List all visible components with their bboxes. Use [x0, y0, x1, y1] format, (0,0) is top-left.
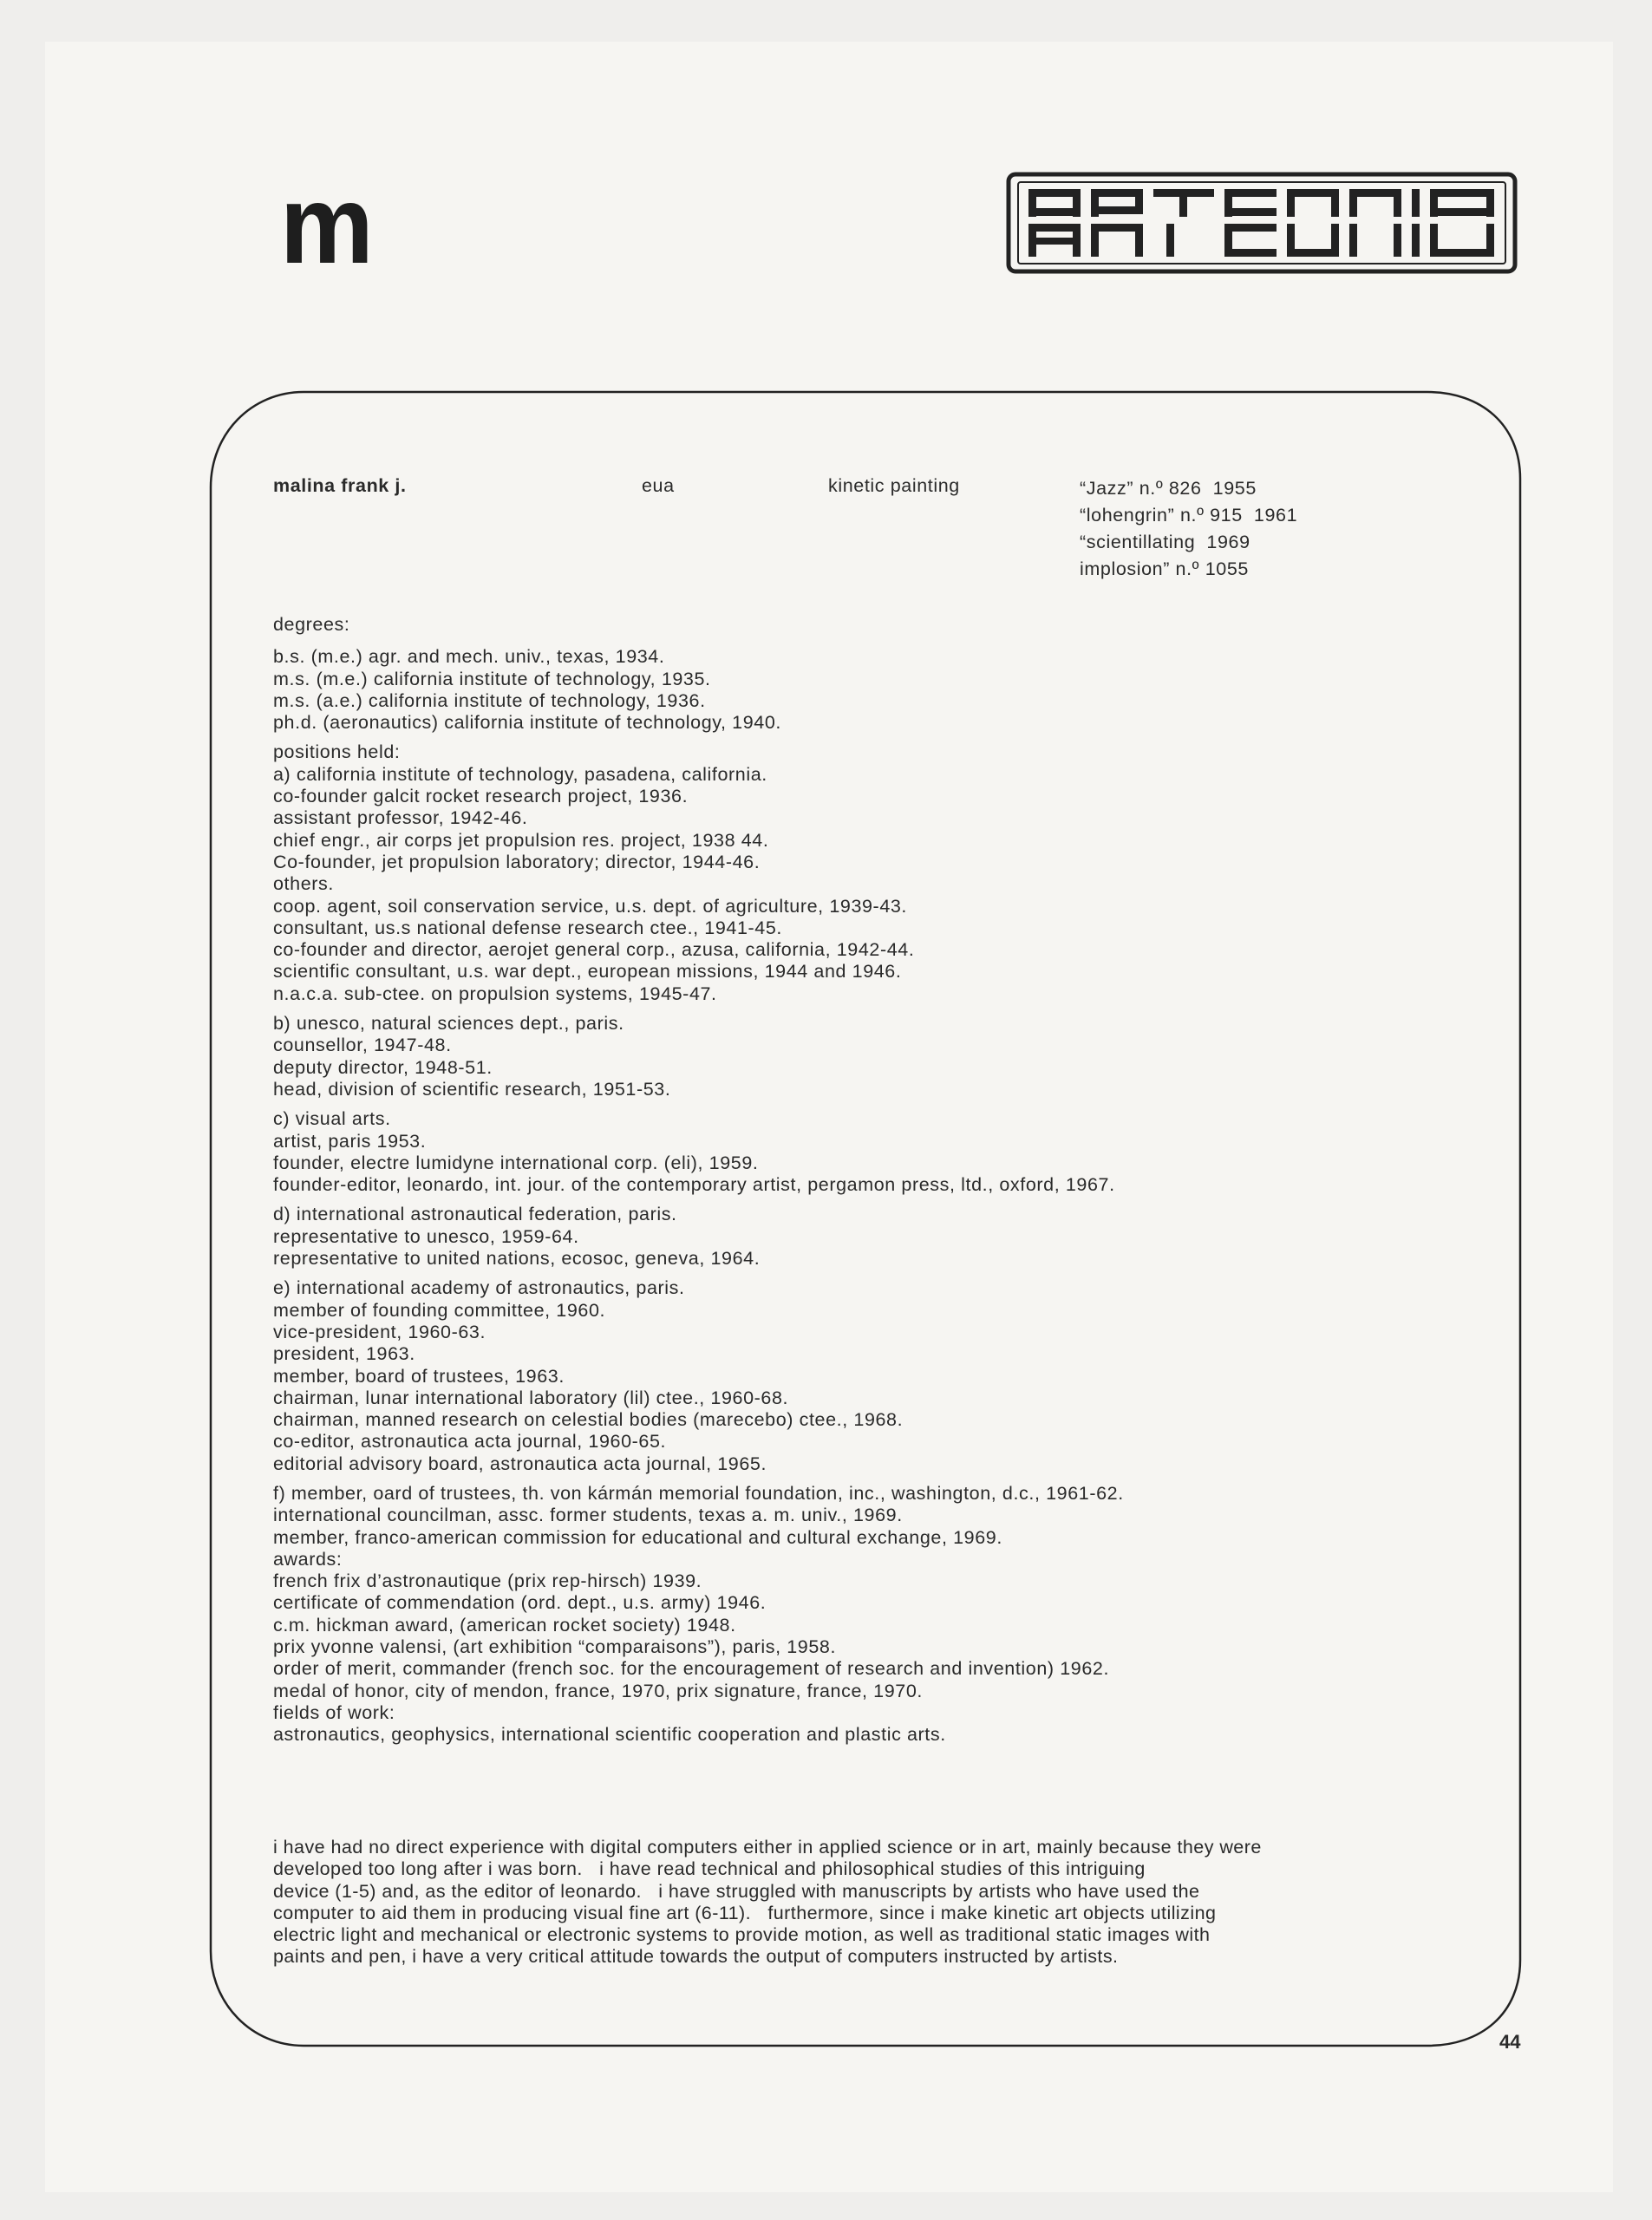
statement-line: electric light and mechanical or electronic systems to provide motion, as well as traditional static images with	[273, 1924, 1211, 1946]
bio-line: Co-founder, jet propulsion laboratory; director, 1944-46.	[273, 851, 761, 872]
arteonica-wordmark-logo	[1006, 172, 1518, 274]
bio-line: representative to united nations, ecosoc, geneva, 1964.	[273, 1248, 761, 1270]
work-item: “lohengrin” n.º 915 1961	[1080, 505, 1298, 526]
statement-line: developed too long after i was born. i have read technical and philosophical studies of this intriguing	[273, 1858, 1146, 1880]
bio-block	[273, 1108, 1461, 1196]
bio-line: french frix d’astronautique (prix rep-hirsch) 1939.	[273, 1570, 702, 1592]
entry-header-row	[273, 475, 1461, 614]
bio-line: c) visual arts.	[273, 1108, 391, 1130]
bio-line: head, division of scientific research, 1951-53.	[273, 1078, 671, 1100]
bio-line: co-founder and director, aerojet general corp., azusa, california, 1942-44.	[273, 939, 915, 961]
bio-line: scientific consultant, u.s. war dept., european missions, 1944 and 1946.	[273, 961, 902, 983]
artist-country: eua	[642, 475, 675, 496]
entry-content	[273, 475, 1461, 1754]
bio-line: prix yvonne valensi, (art exhibition “comparaisons”), paris, 1958.	[273, 1636, 837, 1658]
bio-line: e) international academy of astronautics, paris.	[273, 1277, 685, 1299]
statement-line: device (1-5) and, as the editor of leonardo. i have struggled with manuscripts by artists who have used the	[273, 1880, 1200, 1902]
works-list	[1080, 475, 1297, 583]
bio-line: editorial advisory board, astronautica acta journal, 1965.	[273, 1453, 767, 1474]
bio-line: assistant professor, 1942-46.	[273, 807, 528, 829]
bio-line: co-founder galcit rocket research project, 1936.	[273, 786, 689, 807]
bio-line: artist, paris 1953.	[273, 1130, 427, 1152]
bio-line: chief engr., air corps jet propulsion res. project, 1938 44.	[273, 829, 769, 851]
bio-line: certificate of commendation (ord. dept., u.s. army) 1946.	[273, 1592, 767, 1614]
statement-line: paints and pen, i have a very critical attitude towards the output of computers instructed by artists.	[273, 1946, 1119, 1968]
degrees-heading: degrees:	[273, 614, 350, 635]
bio-line: f) member, oard of trustees, th. von kármán memorial foundation, inc., washington, d.c., 1961-62.	[273, 1482, 1124, 1504]
bio-line: chairman, lunar international laboratory (lil) ctee., 1960-68.	[273, 1387, 789, 1408]
biography-blocks	[273, 646, 1461, 1746]
bio-line: c.m. hickman award, (american rocket society) 1948.	[273, 1614, 736, 1636]
bio-line: awards:	[273, 1548, 343, 1570]
bio-line: counsellor, 1947-48.	[273, 1035, 452, 1056]
work-item: “scientillating 1969	[1080, 532, 1250, 552]
artist-name: malina frank j.	[273, 475, 407, 496]
bio-line: astronautics, geophysics, international scientific cooperation and plastic arts.	[273, 1724, 946, 1746]
page-number: 44	[1499, 2031, 1521, 2053]
bio-block	[273, 646, 1461, 734]
work-item: implosion” n.º 1055	[1080, 558, 1249, 579]
bio-block	[273, 1013, 1461, 1100]
bio-line: others.	[273, 873, 334, 895]
work-item: “Jazz” n.º 826 1955	[1080, 478, 1257, 499]
statement-line: computer to aid them in producing visual fine art (6-11). furthermore, since i make kinetic art objects utilizing	[273, 1902, 1217, 1923]
bio-line: founder-editor, leonardo, int. jour. of the contemporary artist, pergamon press, ltd., oxford, 1967.	[273, 1174, 1115, 1196]
bio-line: b.s. (m.e.) agr. and mech. univ., texas, 1934.	[273, 646, 665, 668]
bio-line: m.s. (m.e.) california institute of technology, 1935.	[273, 668, 711, 689]
bio-line: representative to unesco, 1959-64.	[273, 1225, 579, 1247]
bio-line: coop. agent, soil conservation service, u.s. dept. of agriculture, 1939-43.	[273, 895, 908, 917]
bio-line: order of merit, commander (french soc. for the encouragement of research and invention) 1962.	[273, 1658, 1110, 1680]
bio-line: a) california institute of technology, pasadena, california.	[273, 763, 767, 785]
bio-line: positions held:	[273, 741, 401, 763]
bio-line: consultant, us.s national defense research ctee., 1941-45.	[273, 917, 782, 938]
magazine-logo-m: m	[279, 163, 369, 287]
bio-line: m.s. (a.e.) california institute of technology, 1936.	[273, 689, 706, 711]
bio-line: international councilman, assc. former students, texas a. m. univ., 1969.	[273, 1505, 903, 1526]
bio-line: ph.d. (aeronautics) california institute of technology, 1940.	[273, 712, 781, 734]
artist-statement	[273, 1837, 1461, 1969]
statement-line: i have had no direct experience with digital computers either in applied science or in art, mainly because they were	[273, 1837, 1262, 1858]
bio-line: vice-president, 1960-63.	[273, 1321, 486, 1342]
bio-line: deputy director, 1948-51.	[273, 1056, 493, 1078]
bio-line: member, board of trustees, 1963.	[273, 1365, 565, 1387]
bio-line: president, 1963.	[273, 1343, 415, 1365]
bio-line: n.a.c.a. sub-ctee. on propulsion systems, 1945-47.	[273, 983, 717, 1004]
bio-line: co-editor, astronautica acta journal, 1960-65.	[273, 1431, 667, 1453]
bio-block	[273, 1277, 1461, 1475]
bio-block	[273, 1483, 1461, 1747]
bio-line: founder, electre lumidyne international corp. (eli), 1959.	[273, 1152, 759, 1173]
bio-block	[273, 741, 1461, 1005]
bio-line: d) international astronautical federation, paris.	[273, 1204, 677, 1225]
bio-line: chairman, manned research on celestial bodies (marecebo) ctee., 1968.	[273, 1409, 904, 1431]
bio-line: member of founding committee, 1960.	[273, 1299, 606, 1321]
bio-line: fields of work:	[273, 1701, 395, 1723]
bio-block	[273, 1204, 1461, 1270]
bio-line: medal of honor, city of mendon, france, 1970, prix signature, france, 1970.	[273, 1680, 923, 1701]
bio-line: member, franco-american commission for educational and cultural exchange, 1969.	[273, 1526, 1002, 1548]
artist-technique: kinetic painting	[828, 475, 960, 496]
bio-line: b) unesco, natural sciences dept., paris.	[273, 1013, 624, 1035]
